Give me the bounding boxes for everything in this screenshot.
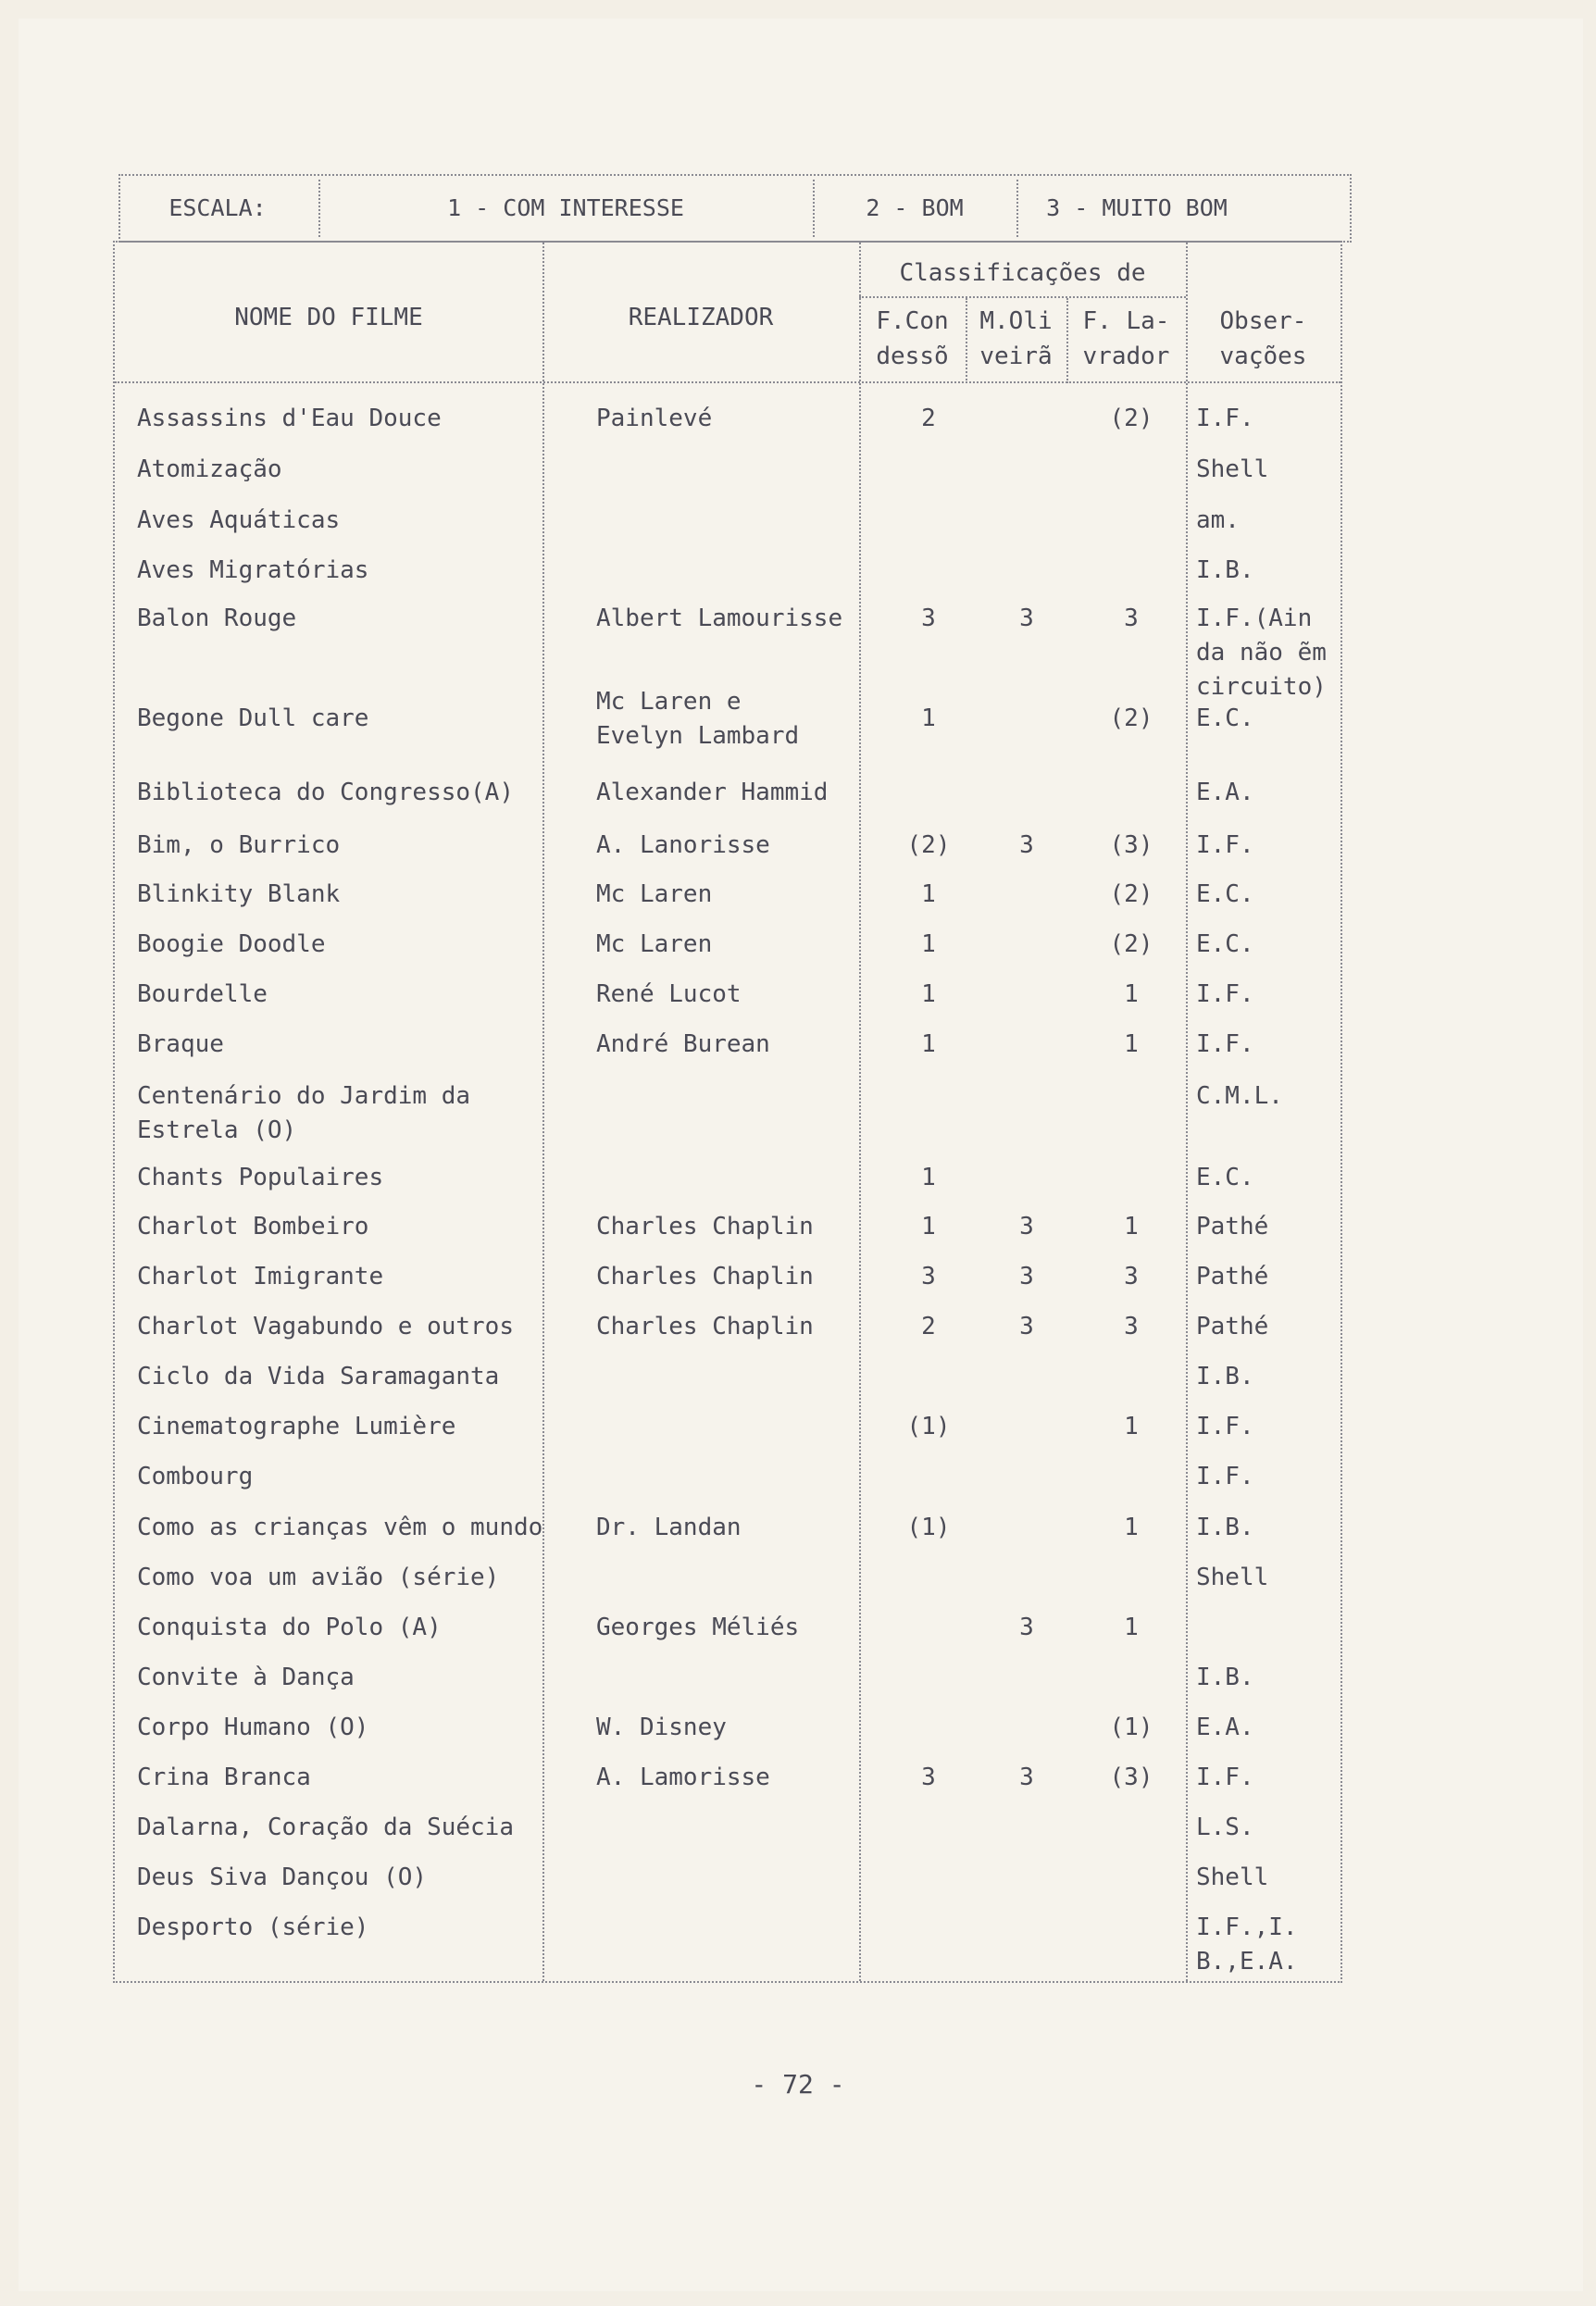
film-name: Ciclo da Vida Saramaganta	[137, 1363, 500, 1390]
film-name: Combourg	[137, 1463, 254, 1490]
observation: Pathé	[1196, 1213, 1269, 1240]
observation: B.,E.A.	[1196, 1948, 1298, 1976]
film-name: Conquista do Polo (A)	[137, 1614, 442, 1641]
observation: I.F.	[1196, 1463, 1254, 1490]
observation: I.F.	[1196, 1030, 1254, 1058]
rating-f-condesso: (2)	[906, 831, 951, 859]
rating-m-oliveira: 3	[1019, 1263, 1034, 1290]
film-name: Balon Rouge	[137, 605, 297, 632]
scale-level-1: 1 - COM INTERESSE	[447, 194, 684, 221]
film-name: Aves Aquáticas	[137, 506, 341, 534]
director-name: A. Lanorisse	[596, 831, 770, 859]
film-name: Boogie Doodle	[137, 930, 326, 958]
director-name: Charles Chaplin	[596, 1213, 814, 1240]
scale-legend	[118, 174, 1352, 243]
film-name: Begone Dull care	[137, 704, 369, 732]
rating-f-lavrador: 3	[1124, 1313, 1139, 1340]
director-name: Alexander Hammid	[596, 779, 829, 806]
header-mo: M.Oli veirã	[979, 307, 1053, 370]
director-name: Evelyn Lambard	[596, 722, 800, 750]
rating-f-condesso: 1	[921, 930, 936, 958]
rating-f-condesso: 2	[921, 405, 936, 432]
header-film: NOME DO FILME	[234, 304, 423, 331]
observation: E.C.	[1196, 704, 1254, 732]
observation: Shell	[1196, 1564, 1269, 1591]
rating-f-condesso: 3	[921, 1263, 936, 1290]
rating-f-lavrador: (2)	[1109, 930, 1153, 958]
rating-f-lavrador: 1	[1124, 1030, 1139, 1058]
film-name: Estrela (O)	[137, 1116, 297, 1144]
rating-f-condesso: 1	[921, 1030, 936, 1058]
film-name: Convite à Dança	[137, 1664, 355, 1691]
rating-f-lavrador: (1)	[1109, 1714, 1153, 1741]
film-name: Centenário do Jardim da	[137, 1082, 471, 1110]
director-name: Dr. Landan	[596, 1514, 742, 1541]
observation: I.F.	[1196, 1764, 1254, 1791]
observation: I.B.	[1196, 556, 1254, 584]
observation: I.F.	[1196, 831, 1254, 859]
scale-level-3: 3 - MUITO BOM	[1046, 194, 1228, 221]
film-name: Corpo Humano (O)	[137, 1714, 369, 1741]
rating-f-condesso: 2	[921, 1313, 936, 1340]
page-number: - 72 -	[751, 2069, 845, 2100]
film-name: Deus Siva Dançou (O)	[137, 1863, 428, 1891]
rating-f-condesso: (1)	[906, 1413, 951, 1440]
film-name: Blinkity Blank	[137, 880, 341, 908]
observation: I.B.	[1196, 1514, 1254, 1541]
rating-f-condesso: 1	[921, 880, 936, 908]
director-name: Mc Laren e	[596, 688, 742, 716]
observation: Shell	[1196, 1863, 1269, 1891]
observation: Shell	[1196, 455, 1269, 483]
observation: I.B.	[1196, 1363, 1254, 1390]
observation: E.A.	[1196, 1714, 1254, 1741]
scale-label: ESCALA:	[168, 194, 267, 221]
rating-m-oliveira: 3	[1019, 831, 1034, 859]
film-table	[113, 241, 1342, 1983]
header-classifications: Classificações de	[899, 259, 1146, 287]
director-name: René Lucot	[596, 980, 742, 1008]
rating-f-lavrador: (2)	[1109, 880, 1153, 908]
header-fc: F.Con dessõ	[876, 307, 949, 370]
film-name: Como as crianças vêm o mundo	[137, 1514, 543, 1541]
director-name: A. Lamorisse	[596, 1764, 770, 1791]
film-name: Charlot Imigrante	[137, 1263, 384, 1290]
observation: I.F.(Ain	[1196, 605, 1313, 632]
rating-f-lavrador: 1	[1124, 1514, 1139, 1541]
rating-f-lavrador: (2)	[1109, 704, 1153, 732]
film-name: Chants Populaires	[137, 1164, 384, 1191]
header-director: REALIZADOR	[628, 304, 774, 331]
scale-level-2: 2 - BOM	[866, 194, 964, 221]
rating-f-lavrador: 1	[1124, 1213, 1139, 1240]
rating-f-condesso: (1)	[906, 1514, 951, 1541]
rating-f-condesso: 3	[921, 605, 936, 632]
film-name: Atomização	[137, 455, 282, 483]
rating-f-condesso: 1	[921, 704, 936, 732]
observation: circuito)	[1196, 673, 1327, 701]
film-name: Crina Branca	[137, 1764, 311, 1791]
rating-m-oliveira: 3	[1019, 605, 1034, 632]
film-name: Braque	[137, 1030, 224, 1058]
header-fl: F. La- vrador	[1082, 307, 1170, 370]
rating-f-condesso: 3	[921, 1764, 936, 1791]
rating-f-lavrador: 3	[1124, 605, 1139, 632]
director-name: Charles Chaplin	[596, 1313, 814, 1340]
observation: Pathé	[1196, 1263, 1269, 1290]
rating-f-lavrador: (3)	[1109, 831, 1153, 859]
director-name: W. Disney	[596, 1714, 727, 1741]
rating-f-lavrador: 3	[1124, 1263, 1139, 1290]
director-name: Albert Lamourisse	[596, 605, 843, 632]
observation: E.C.	[1196, 880, 1254, 908]
film-name: Desporto (série)	[137, 1913, 369, 1941]
rating-f-lavrador: (2)	[1109, 405, 1153, 432]
film-name: Assassins d'Eau Douce	[137, 405, 442, 432]
rating-f-condesso: 1	[921, 1164, 936, 1191]
observation: da não ẽm	[1196, 639, 1327, 667]
director-name: André Burean	[596, 1030, 770, 1058]
observation: I.F.	[1196, 405, 1254, 432]
film-name: Dalarna, Coração da Suécia	[137, 1814, 514, 1841]
observation: I.B.	[1196, 1664, 1254, 1691]
rating-m-oliveira: 3	[1019, 1313, 1034, 1340]
rating-f-lavrador: 1	[1124, 980, 1139, 1008]
observation: C.M.L.	[1196, 1082, 1283, 1110]
film-name: Bourdelle	[137, 980, 268, 1008]
observation: I.F.	[1196, 1413, 1254, 1440]
rating-m-oliveira: 3	[1019, 1614, 1034, 1641]
observation: I.F.	[1196, 980, 1254, 1008]
header-obs: Obser- vações	[1219, 307, 1307, 370]
rating-f-lavrador: 1	[1124, 1413, 1139, 1440]
rating-f-condesso: 1	[921, 980, 936, 1008]
observation: E.A.	[1196, 779, 1254, 806]
director-name: Mc Laren	[596, 880, 713, 908]
rating-f-lavrador: (3)	[1109, 1764, 1153, 1791]
rating-f-lavrador: 1	[1124, 1614, 1139, 1641]
film-name: Biblioteca do Congresso(A)	[137, 779, 514, 806]
film-name: Charlot Bombeiro	[137, 1213, 369, 1240]
rating-f-condesso: 1	[921, 1213, 936, 1240]
observation: Pathé	[1196, 1313, 1269, 1340]
director-name: Painlevé	[596, 405, 713, 432]
observation: E.C.	[1196, 1164, 1254, 1191]
rating-m-oliveira: 3	[1019, 1213, 1034, 1240]
observation: L.S.	[1196, 1814, 1254, 1841]
observation: I.F.,I.	[1196, 1913, 1298, 1941]
rating-m-oliveira: 3	[1019, 1764, 1034, 1791]
director-name: Mc Laren	[596, 930, 713, 958]
film-name: Cinematographe Lumière	[137, 1413, 456, 1440]
observation: am.	[1196, 506, 1240, 534]
director-name: Charles Chaplin	[596, 1263, 814, 1290]
film-name: Como voa um avião (série)	[137, 1564, 500, 1591]
film-name: Aves Migratórias	[137, 556, 369, 584]
observation: E.C.	[1196, 930, 1254, 958]
film-name: Bim, o Burrico	[137, 831, 341, 859]
director-name: Georges Méliés	[596, 1614, 800, 1641]
film-name: Charlot Vagabundo e outros	[137, 1313, 514, 1340]
